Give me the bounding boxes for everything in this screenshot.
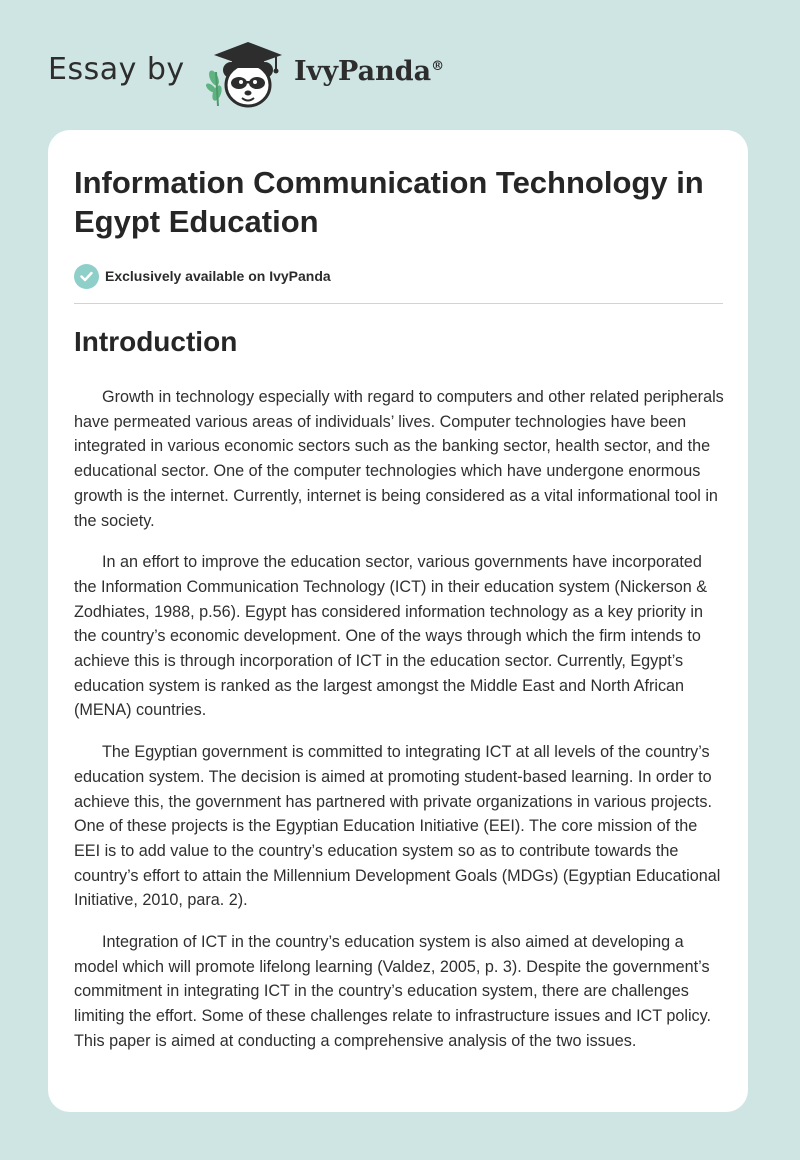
essay-title: Information Communication Technology in Egypt Education <box>74 165 704 239</box>
exclusive-badge <box>74 263 331 289</box>
essay-by-label: Essay by <box>48 52 185 87</box>
essay-body <box>74 385 724 1071</box>
site-header <box>48 34 648 114</box>
check-circle-icon <box>74 264 99 289</box>
brand-label: IvyPanda <box>294 56 432 87</box>
paragraph: In an effort to improve the education sector, various governments have incorporated the Information Communication Technology (ICT) in their education system (Nickerson & Zodhiates, 1988, p.56). Egypt has considered information technology as a key priority in the country’s economic development. One of the ways through which the firm intends to achieve this is through incorporation of ICT in the education sector. Currently, Egypt’s education system is ranked as the largest amongst the Middle East and North African (MENA) countries. <box>74 553 708 720</box>
panda-logo-icon <box>204 38 288 110</box>
brand-name <box>294 56 444 87</box>
section-heading-introduction: Introduction <box>74 326 238 357</box>
exclusive-badge-label: Exclusively available on IvyPanda <box>105 268 331 284</box>
registered-mark: ® <box>431 59 445 74</box>
essay-card <box>48 130 748 1112</box>
paragraph: The Egyptian government is committed to integrating ICT at all levels of the country’s education system. The decision is aimed at promoting student-based learning. In order to achieve this, the government has partnered with private organizations in various projects. One of these projects is the Egyptian Education Initiative (EEI). The core mission of the EEI is to add value to the country’s education system so as to contribute towards the country’s effort to attain the Millennium Development Goals (MDGs) (Egyptian Educational Initiative, 2010, para. 2). <box>74 743 721 910</box>
paragraph: Integration of ICT in the country’s education system is also aimed at developing a model which will promote lifelong learning (Valdez, 2005, p. 3). Despite the government’s commitment in integrating ICT in the country’s education system, there are challenges limiting the effort. Some of these challenges relate to infrastructure issues and ICT policy. This paper is aimed at conducting a comprehensive analysis of the two issues. <box>74 933 712 1050</box>
divider <box>74 303 723 304</box>
checkmark-icon <box>80 271 93 282</box>
paragraph: Growth in technology especially with regard to computers and other related peripherals have permeated various areas of individuals’ lives. Computer technologies have been integrated in various economic sectors such as the banking sector, health sector, and the educational sector. One of the computer technologies which have undergone enormous growth is the internet. Currently, internet is being considered as a vital informational tool in the society. <box>74 388 724 530</box>
